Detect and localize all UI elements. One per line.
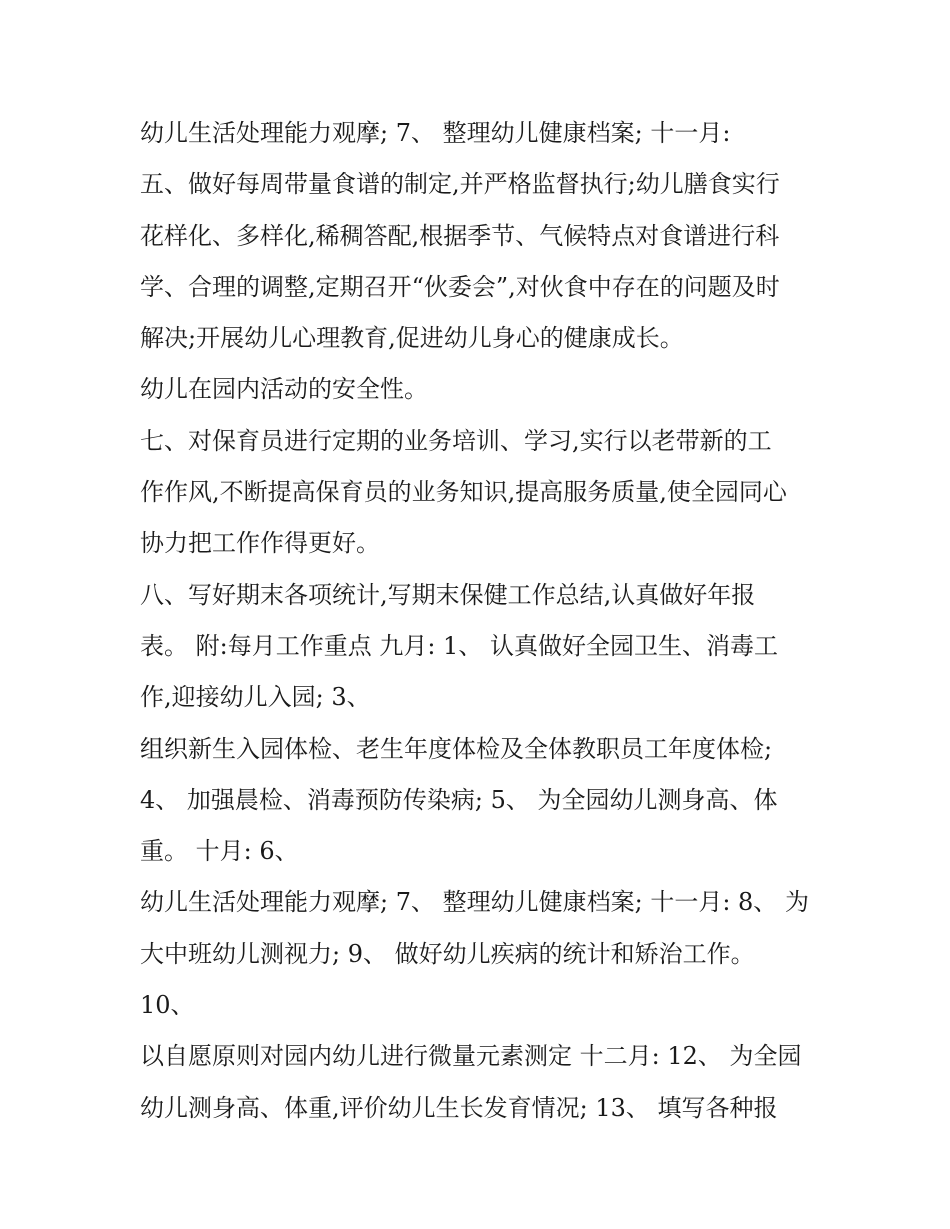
text-line: 组织新生入园体检、老生年度体检及全体教职员工年度体检; — [140, 734, 773, 763]
text-line: 表。 附:每月工作重点 九月: 1、 认真做好全园卫生、消毒工 — [140, 631, 778, 660]
text-line: 五、做好每周带量食谱的制定,并严格监督执行;幼儿膳食实行 — [140, 170, 780, 199]
text-line: 协力把工作作得更好。 — [140, 529, 380, 558]
text-line: 七、对保育员进行定期的业务培训、学习,实行以老带新的工 — [140, 426, 772, 455]
text-line: 10、 — [140, 991, 195, 1020]
text-line: 重。 十月: 6、 — [140, 837, 299, 866]
text-line: 学、合理的调整,定期召开“伙委会”,对伙食中存在的问题及时 — [140, 272, 780, 301]
text-line: 幼儿生活处理能力观摩; 7、 整理幼儿健康档案; 十一月: — [140, 119, 731, 147]
text-line: 大中班幼儿测视力; 9、 做好幼儿疾病的统计和矫治工作。 — [140, 939, 755, 968]
document-body — [140, 108, 830, 1134]
text-line: 花样化、多样化,稀稠答配,根据季节、气候特点对食谱进行科 — [140, 221, 780, 250]
text-line: 幼儿测身高、体重,评价幼儿生长发育情况; 13、 填写各种报 — [140, 1093, 778, 1122]
text-line: 以自愿原则对园内幼儿进行微量元素测定 十二月: 12、 为全园 — [140, 1042, 802, 1071]
text-line: 作作风,不断提高保育员的业务知识,提高服务质量,使全园同心 — [140, 478, 787, 507]
text-line: 作,迎接幼儿入园; 3、 — [140, 683, 371, 712]
text-line: 解决;开展幼儿心理教育,促进幼儿身心的健康成长。 — [140, 324, 684, 353]
text-line: 八、写好期末各项统计,写期末保健工作总结,认真做好年报 — [140, 580, 756, 609]
text-line: 4、 加强晨检、消毒预防传染病; 5、 为全园幼儿测身高、体 — [140, 785, 778, 814]
text-line: 幼儿生活处理能力观摩; 7、 整理幼儿健康档案; 十一月: 8、 为 — [140, 888, 809, 917]
text-line: 幼儿在园内活动的安全性。 — [140, 375, 428, 404]
